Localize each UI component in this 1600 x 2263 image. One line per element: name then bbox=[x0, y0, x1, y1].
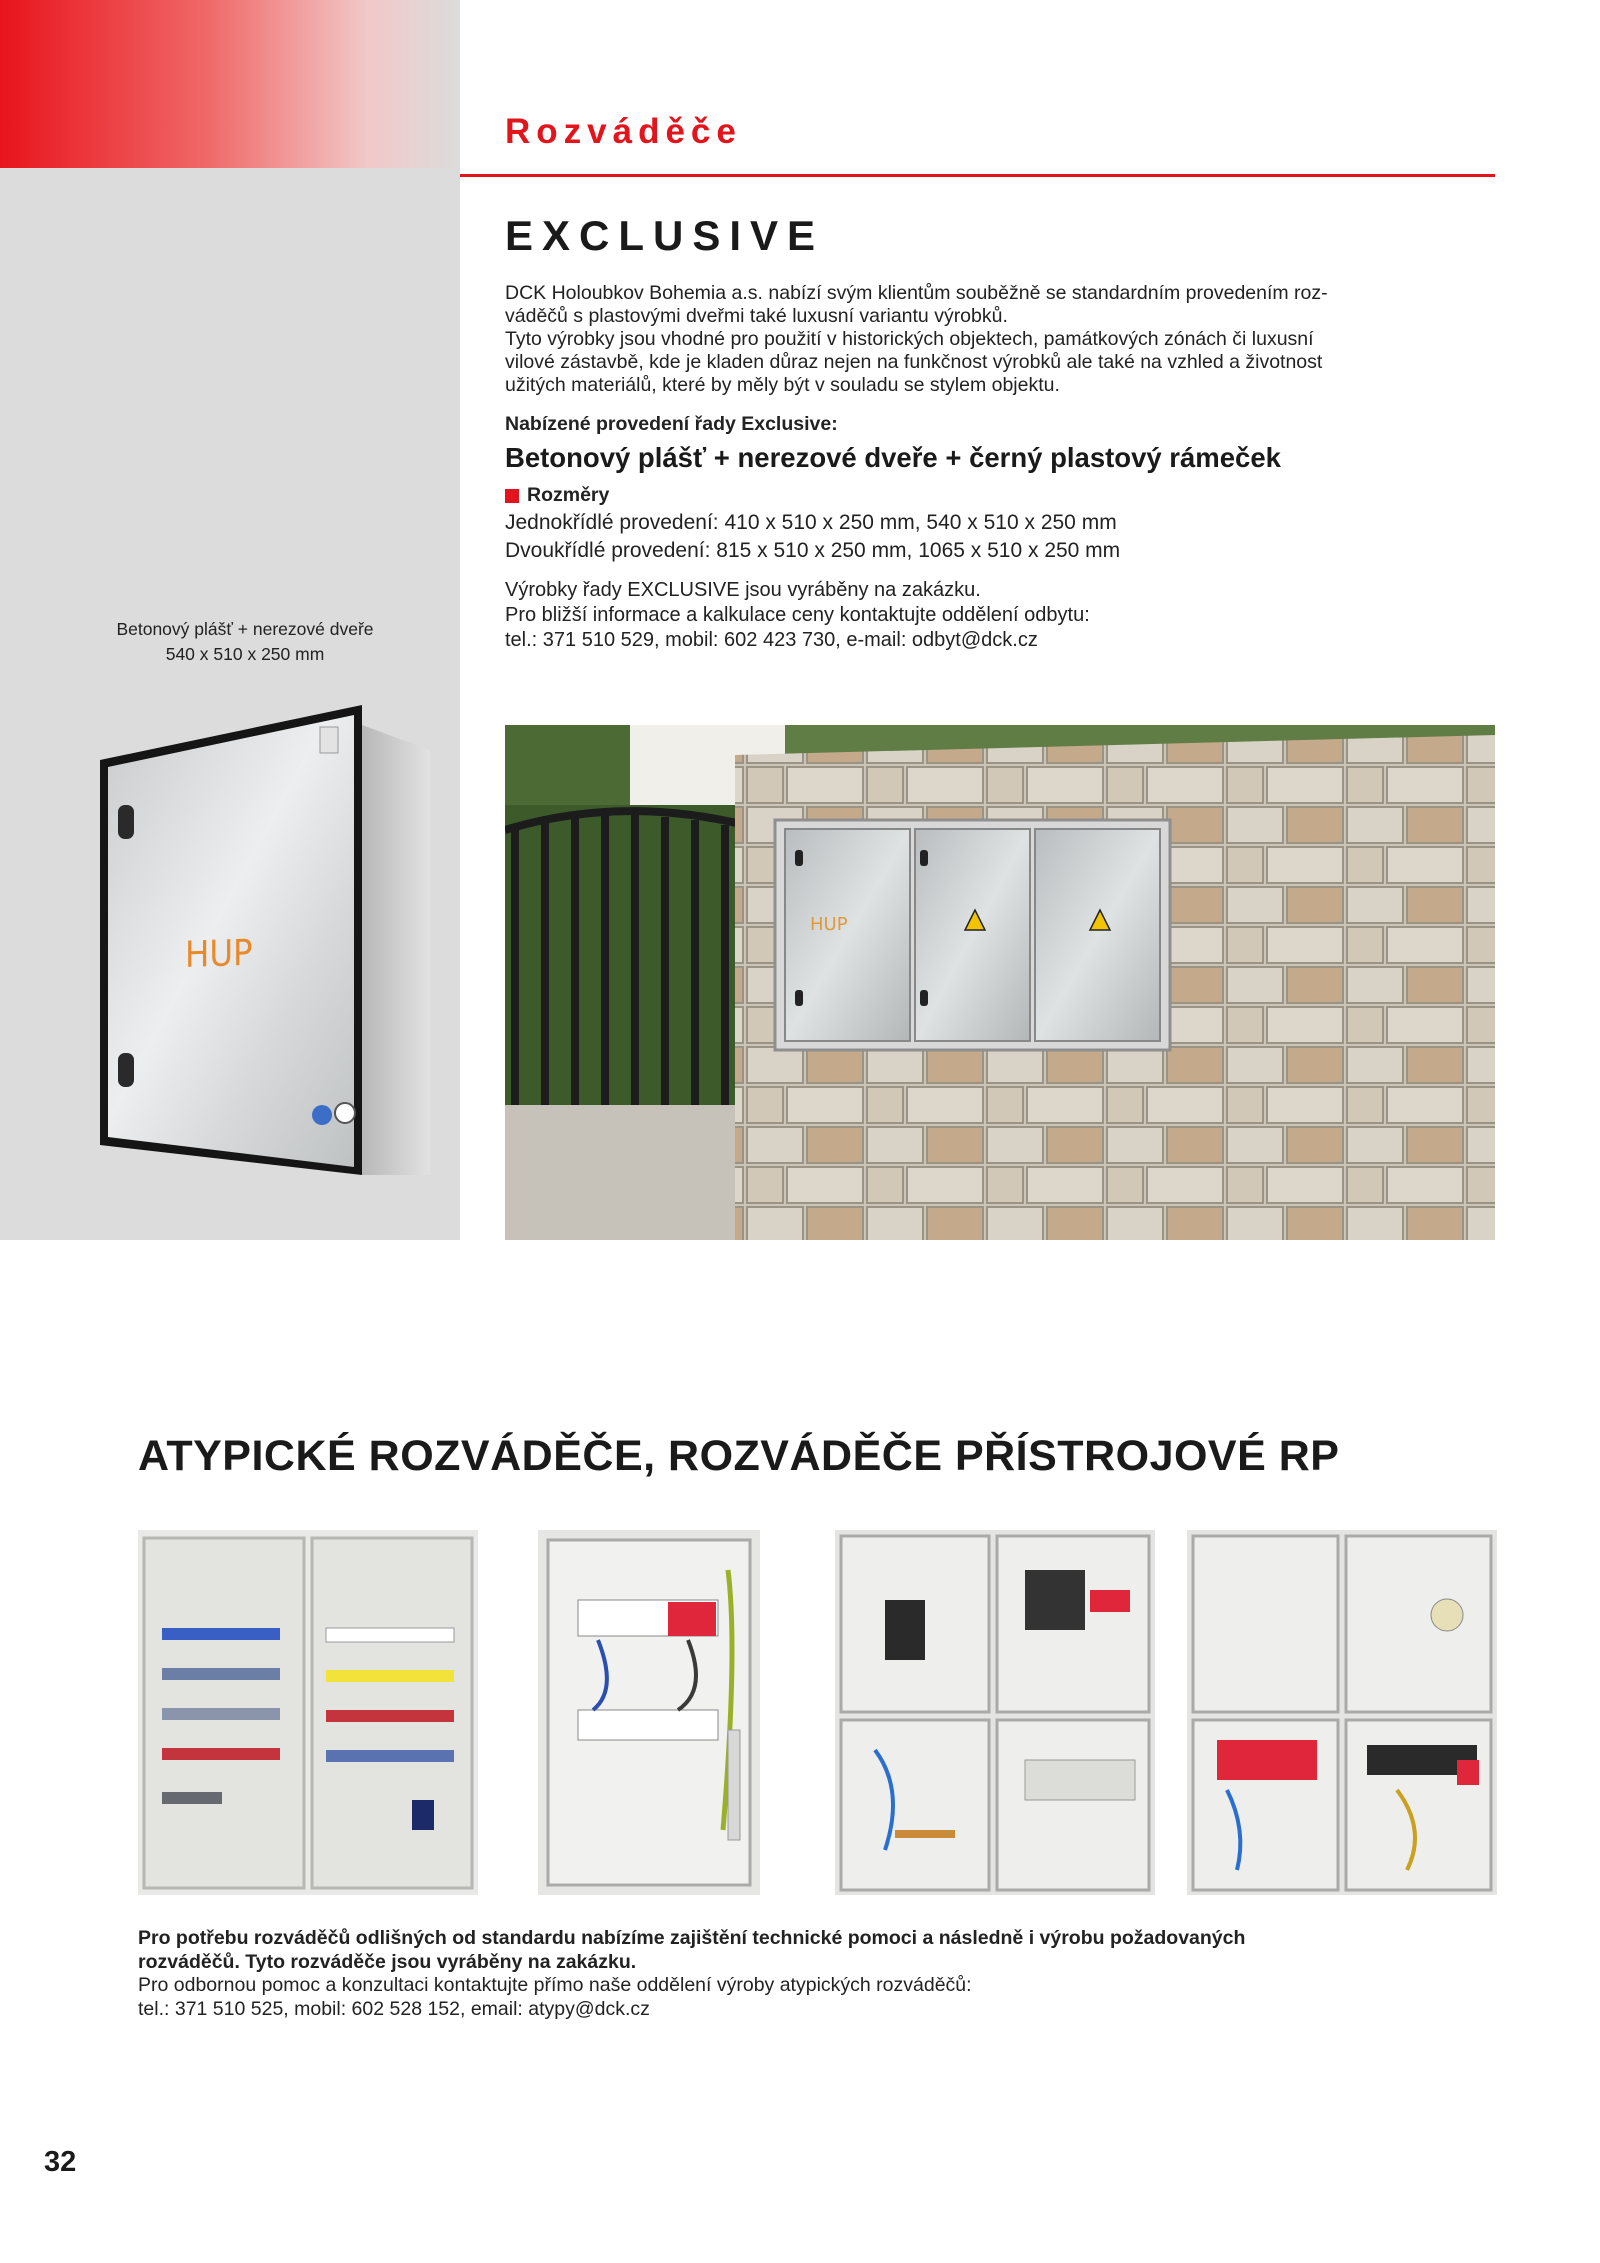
contact-line: Pro bližší informace a kalkulace ceny kontaktujte oddělení odbytu: bbox=[505, 604, 1090, 626]
page-title: EXCLUSIVE bbox=[505, 212, 825, 259]
red-square-bullet-icon bbox=[505, 489, 519, 503]
contact-line: tel.: 371 510 529, mobil: 602 423 730, e-mail: odbyt@dck.cz bbox=[505, 629, 1038, 651]
red-corner-gradient bbox=[0, 0, 460, 168]
dimension-single: Jednokřídlé provedení: 410 x 510 x 250 mm, 540 x 510 x 250 mm bbox=[505, 511, 1117, 534]
dimensions-list bbox=[505, 509, 1120, 565]
cabinet-meter-illustration bbox=[1187, 1530, 1497, 1895]
contact-block bbox=[505, 578, 1090, 653]
stone-wall-illustration bbox=[505, 725, 1495, 1240]
atypical-cabinet-photo-1 bbox=[138, 1530, 478, 1895]
page-number: 32 bbox=[44, 2146, 77, 2178]
contact-line: Výrobky řady EXCLUSIVE jsou vyráběny na zakázku. bbox=[505, 579, 981, 601]
cabinet-breakers-illustration bbox=[138, 1530, 478, 1895]
atypical-contact-line: tel.: 371 510 525, mobil: 602 528 152, email: atypy@dck.cz bbox=[138, 1997, 650, 2020]
section-label: Rozváděče bbox=[505, 112, 742, 151]
intro-line: užitých materiálů, které by měly být v souladu se stylem objektu. bbox=[505, 374, 1060, 396]
open-cabinet-wiring-illustration bbox=[538, 1530, 760, 1895]
cabinet-fuses-illustration bbox=[835, 1530, 1155, 1895]
dimension-double: Dvoukřídlé provedení: 815 x 510 x 250 mm, 1065 x 510 x 250 mm bbox=[505, 539, 1121, 562]
atypical-cabinet-photo-4 bbox=[1187, 1530, 1497, 1895]
dimensions-heading-text: Rozměry bbox=[527, 484, 610, 506]
section2-title: ATYPICKÉ ROZVÁDĚČE, ROZVÁDĚČE PŘÍSTROJOVÉ RP bbox=[138, 1432, 1340, 1480]
wall-door-hup-label: HUP bbox=[810, 914, 848, 935]
header-divider bbox=[460, 174, 1495, 177]
offer-label: Nabízené provedení řady Exclusive: bbox=[505, 413, 838, 435]
stainless-cabinet-illustration bbox=[100, 705, 430, 1190]
variant-heading: Betonový plášť + nerezové dveře + černý plastový rámeček bbox=[505, 442, 1281, 473]
atypical-bold-line: rozváděčů. Tyto rozváděče jsou vyráběny na zakázku. bbox=[138, 1950, 637, 1973]
caption-line: 540 x 510 x 250 mm bbox=[165, 644, 325, 664]
intro-paragraph bbox=[505, 282, 1495, 397]
door-hup-label: HUP bbox=[185, 932, 253, 977]
atypical-bold-line: Pro potřebu rozváděčů odlišných od standardu nabízíme zajištění technické pomoci a následně i výrobu požadovaných bbox=[138, 1927, 1246, 1949]
intro-line: váděčů s plastovými dveřmi také luxusní variantu výrobků. bbox=[505, 305, 1008, 327]
intro-line: vilové zástavbě, kde je kladen důraz nejen na funkčnost výrobků ale také na vzhled a životnost bbox=[505, 351, 1323, 373]
product-caption bbox=[60, 617, 430, 667]
intro-line: DCK Holoubkov Bohemia a.s. nabízí svým klientům souběžně se standardním provedením roz- bbox=[505, 282, 1328, 304]
atypical-cabinet-photo-3 bbox=[835, 1530, 1155, 1895]
atypical-description bbox=[138, 1927, 1498, 2021]
caption-line: Betonový plášť + nerezové dveře bbox=[116, 619, 374, 639]
intro-line: Tyto výrobky jsou vhodné pro použití v historických objektech, památkových zónách či luxusní bbox=[505, 328, 1314, 350]
stone-wall-installation-photo bbox=[505, 725, 1495, 1240]
dimensions-heading bbox=[505, 484, 609, 507]
atypical-cabinet-photo-2 bbox=[538, 1530, 760, 1895]
product-photo bbox=[100, 705, 430, 1190]
atypical-contact-line: Pro odbornou pomoc a konzultaci kontaktujte přímo naše oddělení výroby atypických rozváděčů: bbox=[138, 1974, 972, 1996]
